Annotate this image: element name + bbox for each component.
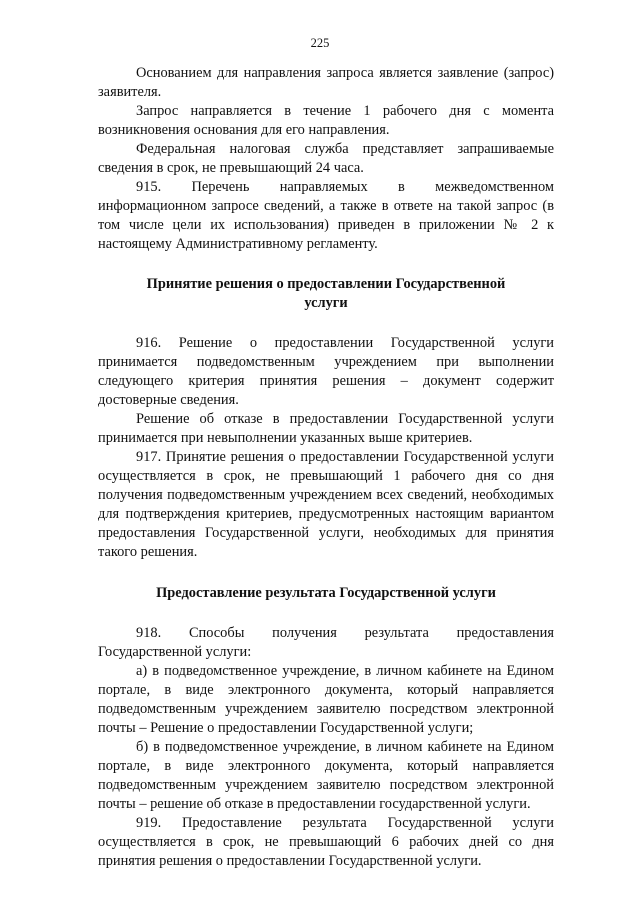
list-item-b: б) в подведомственное учреждение, в личном кабинете на Едином портале, в виде электронного документа, который направляется подведомственным учреждением заявителю посредством электронной почты – решение об отказе в предоставлении государственной услуги. [98, 739, 554, 812]
section-heading-result: Предоставление результата Государственной услуги [156, 585, 496, 601]
section-heading-decision-cont: услуги [304, 295, 348, 311]
paragraph: Запрос направляется в течение 1 рабочего дня с момента возникновения основания для его направления. [98, 103, 554, 138]
paragraph-918: 918. Способы получения результата предоставления Государственной услуги: [98, 625, 554, 660]
paragraph: Решение об отказе в предоставлении Государственной услуги принимается при невыполнении указанных выше критериев. [98, 411, 554, 446]
paragraph: Федеральная налоговая служба представляет запрашиваемые сведения в срок, не превышающий 24 часа. [98, 141, 554, 176]
paragraph-917: 917. Принятие решения о предоставлении Государственной услуги осуществляется в срок, не превышающий 1 рабочего дня со дня получения подведомственным учреждением всех сведений, необходимых для подтверждения критериев, предусмотренных настоящим вариантом предоставления Государственной услуги, необходимых для принятия такого решения. [98, 449, 554, 560]
paragraph-916: 916. Решение о предоставлении Государственной услуги принимается подведомственным учреждением при выполнении следующего критерия принятия решения – документ содержит достоверные сведения. [98, 335, 554, 408]
intro-block [98, 64, 554, 871]
paragraph-919: 919. Предоставление результата Государственной услуги осуществляется в срок, не превышающий 6 рабочих дней со дня принятия решения о предоставлении Государственной услуги. [98, 815, 554, 869]
page-number: 225 [310, 36, 330, 50]
paragraph-915: 915. Перечень направляемых в межведомственном информационном запросе сведений, а также в ответе на такой запрос (в том числе цели их использования) приведен в приложении № 2 к настоящему Административному регламенту. [98, 179, 554, 252]
section-heading-decision: Принятие решения о предоставлении Государственной [146, 276, 506, 292]
paragraph: Основанием для направления запроса является заявление (запрос) заявителя. [98, 65, 554, 100]
list-item-a: а) в подведомственное учреждение, в личном кабинете на Едином портале, в виде электронного документа, который направляется подведомственным учреждением заявителю посредством электронной почты – Решение о предоставлении Государственной услуги; [98, 663, 554, 736]
